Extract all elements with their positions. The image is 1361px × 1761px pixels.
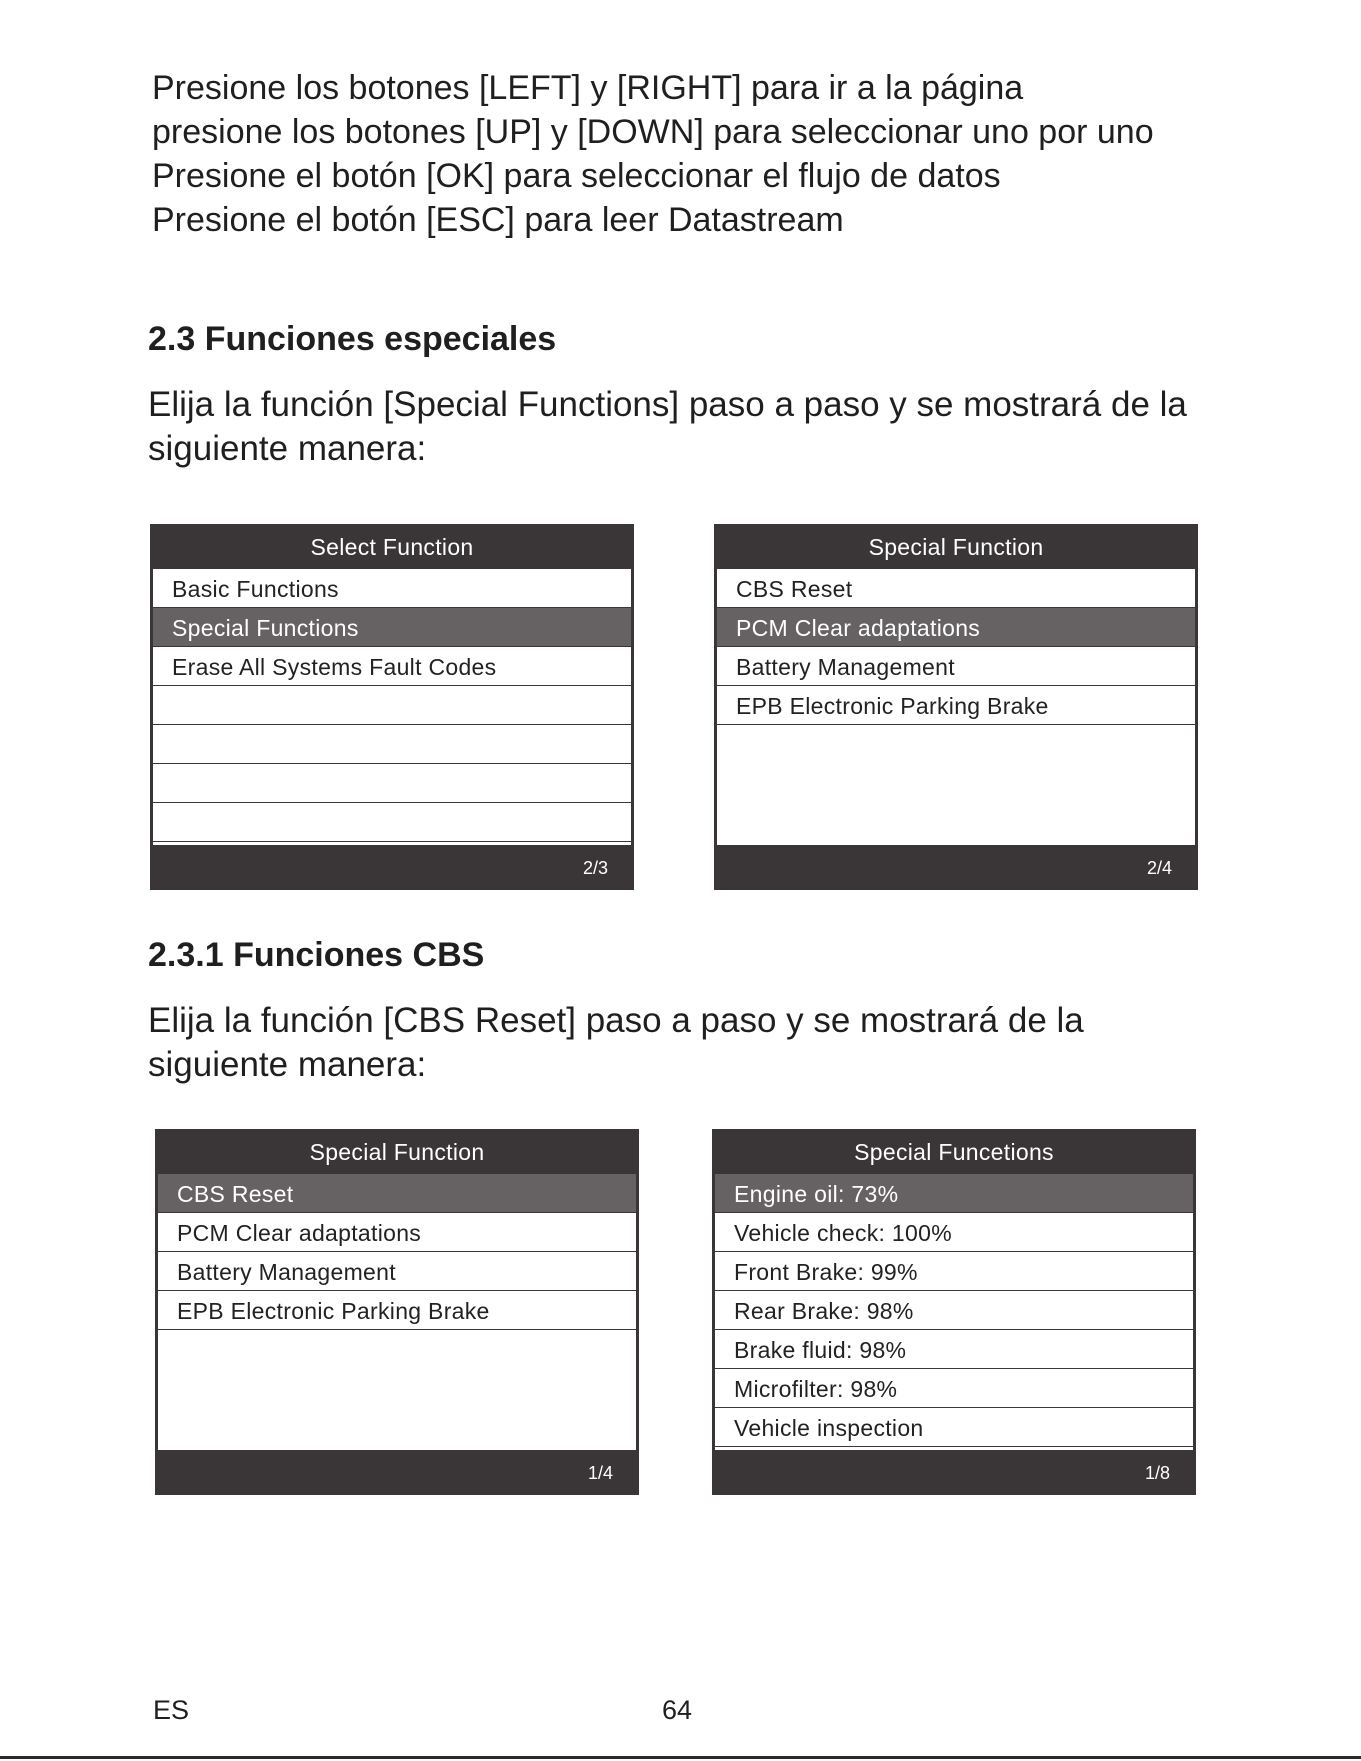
section-heading-cbs-functions: 2.3.1 Funciones CBS — [148, 936, 485, 974]
screen-title: Special Function — [309, 1139, 485, 1165]
section-paragraph-special-functions — [148, 383, 1187, 471]
menu-item-rear-brake[interactable]: Rear Brake: 98% — [715, 1291, 1193, 1330]
intro-line: Presione los botones [LEFT] y [RIGHT] para ir a la página — [152, 69, 1024, 107]
footer-language: ES — [153, 1695, 190, 1725]
paragraph-line: Elija la función [CBS Reset] paso a paso y se mostrará de la — [148, 1001, 1084, 1040]
footer-page-number: 64 — [662, 1695, 693, 1725]
menu-item-epb-parking-brake[interactable]: EPB Electronic Parking Brake — [717, 686, 1195, 725]
menu-item-empty — [153, 686, 631, 725]
menu-item-battery-management[interactable]: Battery Management — [158, 1252, 636, 1291]
paragraph-line: siguiente manera: — [148, 1045, 427, 1084]
intro-line: Presione el botón [ESC] para leer Datastream — [152, 201, 844, 239]
screen-title: Select Function — [310, 534, 474, 560]
intro-instructions — [152, 66, 1154, 242]
screen-menu-list — [158, 1174, 636, 1450]
paragraph-line: Elija la función [Special Functions] paso a paso y se mostrará de la — [148, 385, 1187, 424]
device-screen-special-function — [714, 524, 1198, 890]
screen-menu-list — [717, 569, 1195, 845]
menu-item-empty — [153, 764, 631, 803]
menu-item-pcm-clear-adaptations[interactable]: PCM Clear adaptations — [717, 608, 1195, 647]
device-screen-special-function-cbs — [155, 1129, 639, 1495]
screen-footer — [155, 1450, 639, 1495]
menu-item-cbs-reset[interactable]: CBS Reset — [717, 569, 1195, 608]
screen-menu-list — [715, 1174, 1193, 1450]
menu-item-brake-fluid[interactable]: Brake fluid: 98% — [715, 1330, 1193, 1369]
menu-item-vehicle-check[interactable]: Vehicle check: 100% — [715, 1213, 1193, 1252]
page-indicator: 2/4 — [1146, 858, 1172, 878]
menu-item-basic-functions[interactable]: Basic Functions — [153, 569, 631, 608]
menu-item-engine-oil[interactable]: Engine oil: 73% — [715, 1174, 1193, 1213]
page-indicator: 2/3 — [582, 858, 608, 878]
section-paragraph-cbs-functions — [148, 999, 1084, 1087]
bottom-divider — [0, 1756, 1361, 1759]
menu-item-vehicle-inspection[interactable]: Vehicle inspection — [715, 1408, 1193, 1447]
screen-menu-list — [153, 569, 631, 845]
menu-item-front-brake[interactable]: Front Brake: 99% — [715, 1252, 1193, 1291]
device-screen-cbs-status — [712, 1129, 1196, 1495]
menu-item-erase-fault-codes[interactable]: Erase All Systems Fault Codes — [153, 647, 631, 686]
device-screen-select-function — [150, 524, 634, 890]
page-indicator: 1/4 — [587, 1463, 613, 1483]
menu-item-microfilter[interactable]: Microfilter: 98% — [715, 1369, 1193, 1408]
menu-item-epb-parking-brake[interactable]: EPB Electronic Parking Brake — [158, 1291, 636, 1330]
screen-footer — [712, 1450, 1196, 1495]
screen-title: Special Function — [868, 534, 1044, 560]
menu-item-battery-management[interactable]: Battery Management — [717, 647, 1195, 686]
paragraph-line: siguiente manera: — [148, 429, 427, 468]
menu-item-cbs-reset[interactable]: CBS Reset — [158, 1174, 636, 1213]
intro-line: presione los botones [UP] y [DOWN] para seleccionar uno por uno — [152, 113, 1154, 151]
screen-footer — [714, 845, 1198, 890]
menu-item-empty — [153, 725, 631, 764]
menu-item-special-functions[interactable]: Special Functions — [153, 608, 631, 647]
intro-line: Presione el botón [OK] para seleccionar el flujo de datos — [152, 157, 1001, 195]
screen-title: Special Funcetions — [854, 1139, 1054, 1165]
menu-item-pcm-clear-adaptations[interactable]: PCM Clear adaptations — [158, 1213, 636, 1252]
menu-item-empty — [153, 803, 631, 842]
screen-footer — [150, 845, 634, 890]
section-heading-special-functions: 2.3 Funciones especiales — [148, 320, 557, 358]
page-indicator: 1/8 — [1144, 1463, 1170, 1483]
